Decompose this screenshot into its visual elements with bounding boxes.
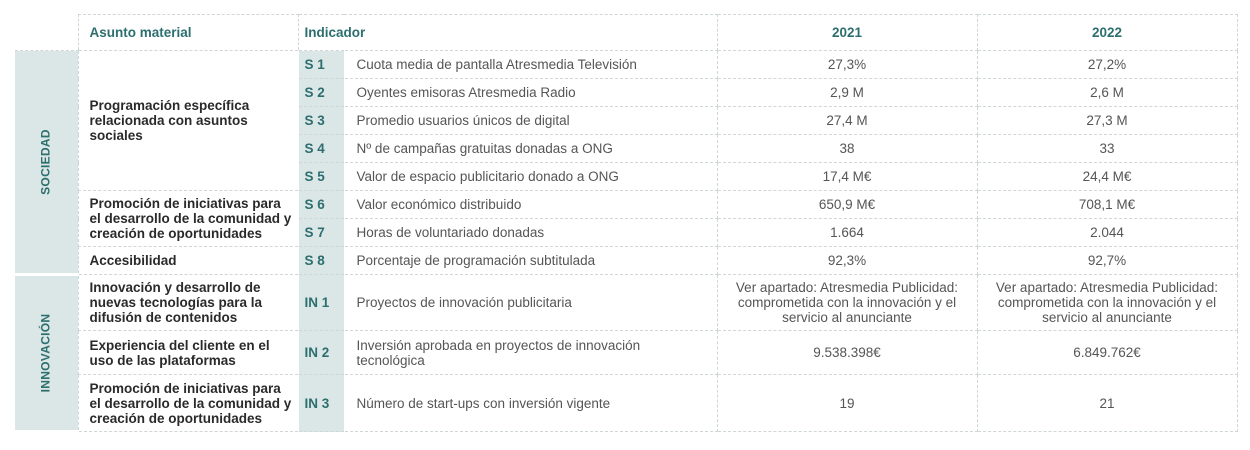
- table-row: [15, 191, 1237, 219]
- indicator-code: S 4: [298, 135, 344, 163]
- value-2021: Ver apartado: Atresmedia Publicidad: comprometida con la innovación y el servicio al anunciante: [717, 275, 977, 331]
- topic-cell: Experiencia del cliente en el uso de las plataformas: [78, 331, 298, 375]
- value-2022: 24,4 M€: [977, 163, 1237, 191]
- table-row: [15, 375, 1237, 432]
- value-2022: 92,7%: [977, 247, 1237, 275]
- indicator-name: Número de start-ups con inversión vigente: [344, 375, 717, 432]
- table-row: [15, 331, 1237, 375]
- topic-cell: Promoción de iniciativas para el desarrollo de la comunidad y creación de oportunidades: [78, 191, 298, 247]
- indicators-table-wrapper: [15, 14, 1238, 433]
- indicator-name: Oyentes emisoras Atresmedia Radio: [344, 79, 717, 107]
- indicator-name: Valor económico distribuido: [344, 191, 717, 219]
- indicator-code: S 5: [298, 163, 344, 191]
- indicator-code: S 8: [298, 247, 344, 275]
- value-2021: 27,3%: [717, 51, 977, 79]
- value-2022: 2.044: [977, 219, 1237, 247]
- value-2022: 2,6 M: [977, 79, 1237, 107]
- indicator-name: Cuota media de pantalla Atresmedia Televisión: [344, 51, 717, 79]
- indicator-name: Porcentaje de programación subtitulada: [344, 247, 717, 275]
- value-2021: 9.538.398€: [717, 331, 977, 375]
- value-2022: 33: [977, 135, 1237, 163]
- indicator-code: IN 3: [298, 375, 344, 432]
- header-2022: 2022: [977, 15, 1237, 51]
- indicator-code: S 7: [298, 219, 344, 247]
- topic-cell: Accesibilidad: [78, 247, 298, 275]
- header-topic: Asunto material: [78, 15, 298, 51]
- value-2022: 6.849.762€: [977, 331, 1237, 375]
- value-2021: 1.664: [717, 219, 977, 247]
- topic-cell: Promoción de iniciativas para el desarrollo de la comunidad y creación de oportunidades: [78, 375, 298, 432]
- indicator-code: IN 2: [298, 331, 344, 375]
- value-2021: 92,3%: [717, 247, 977, 275]
- table-row: [15, 247, 1237, 275]
- indicator-name: Valor de espacio publicitario donado a ONG: [344, 163, 717, 191]
- category-label: SOCIEDAD: [38, 129, 53, 195]
- value-2022: Ver apartado: Atresmedia Publicidad: comprometida con la innovación y el servicio al anunciante: [977, 275, 1237, 331]
- value-2021: 17,4 M€: [717, 163, 977, 191]
- category-sociedad: [15, 51, 78, 275]
- indicator-name: Inversión aprobada en proyectos de innovación tecnológica: [344, 331, 717, 375]
- indicator-code: S 6: [298, 191, 344, 219]
- indicators-table: [15, 14, 1238, 433]
- header-2021: 2021: [717, 15, 977, 51]
- value-2022: 27,2%: [977, 51, 1237, 79]
- category-label: INNOVACIÓN: [38, 313, 53, 393]
- indicator-code: S 3: [298, 107, 344, 135]
- indicator-name: Horas de voluntariado donadas: [344, 219, 717, 247]
- table-row: [15, 275, 1237, 331]
- topic-cell: Programación específica relacionada con asuntos sociales: [78, 51, 298, 191]
- value-2022: 708,1 M€: [977, 191, 1237, 219]
- value-2021: 650,9 M€: [717, 191, 977, 219]
- indicator-name: Nº de campañas gratuitas donadas a ONG: [344, 135, 717, 163]
- header-row: [15, 15, 1237, 51]
- value-2021: 2,9 M: [717, 79, 977, 107]
- indicator-code: S 1: [298, 51, 344, 79]
- value-2022: 21: [977, 375, 1237, 432]
- topic-cell: Innovación y desarrollo de nuevas tecnologías para la difusión de contenidos: [78, 275, 298, 331]
- indicator-code: IN 1: [298, 275, 344, 331]
- indicator-name: Proyectos de innovación publicitaria: [344, 275, 717, 331]
- indicator-name: Promedio usuarios únicos de digital: [344, 107, 717, 135]
- header-indicator: Indicador: [298, 15, 717, 51]
- header-blank: [15, 15, 78, 51]
- indicator-code: S 2: [298, 79, 344, 107]
- value-2021: 19: [717, 375, 977, 432]
- table-row: [15, 51, 1237, 79]
- value-2021: 38: [717, 135, 977, 163]
- category-innovacion: [15, 275, 78, 432]
- value-2022: 27,3 M: [977, 107, 1237, 135]
- value-2021: 27,4 M: [717, 107, 977, 135]
